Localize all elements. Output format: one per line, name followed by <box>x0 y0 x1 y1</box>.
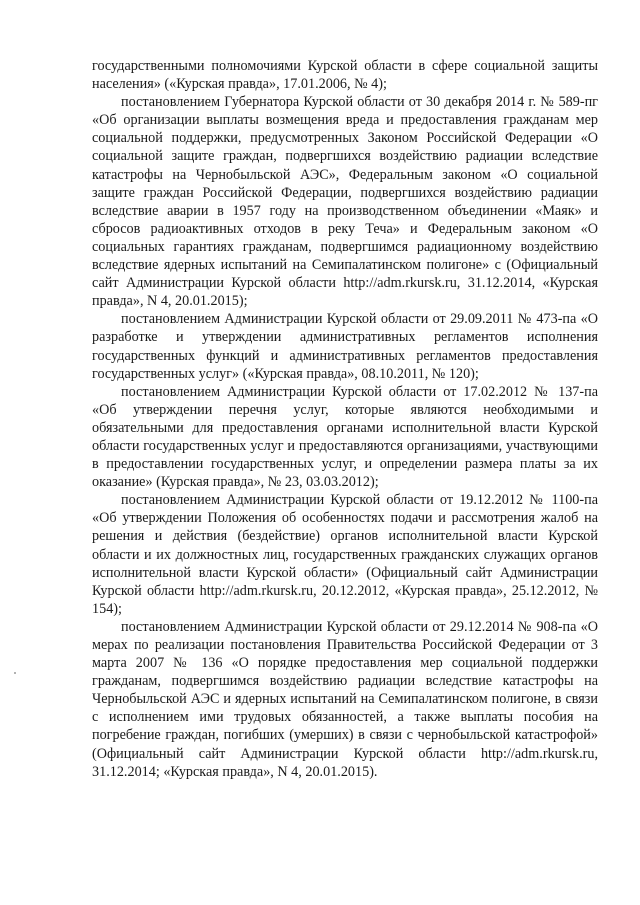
paragraph-continuation: государственными полномочиями Курской области в сфере социальной защиты населения» («Курская правда», 17.01.2006, № 4); <box>92 58 598 93</box>
scan-speck <box>14 672 16 674</box>
paragraph-decree-473: постановлением Администрации Курской области от 29.09.2011 № 473-па «О разработке и утверждении административных регламентов исполнения государственных функций и административных регламентов предоставления государственных услуг» («Курская правда», 08.10.2011, № 120); <box>92 311 598 382</box>
paragraph-decree-908: постановлением Администрации Курской области от 29.12.2014 № 908-па «О мерах по реализации постановления Правительства Российской Федерации от 3 марта 2007 № 136 «О порядке предоставления мер социальной поддержки гражданам, подвергшимся воздействию радиации вследствие катастрофы на Чернобыльской АЭС и ядерных испытаний на Семипалатинском полигоне, в связи с исполнением ими трудовых обязанностей, а также выплаты пособия на погребение граждан, погибших (умерших) в связи с чернобыльской катастрофой» (Официальный сайт Администрации Курской области http://adm.rkursk.ru, 31.12.2014; «Курская правда», N 4, 20.01.2015). <box>92 618 598 780</box>
paragraph-decree-1100: постановлением Администрации Курской области от 19.12.2012 № 1100-па «Об утверждении Положения об особенностях подачи и рассмотрения жалоб на решения и действия (бездействие) органов исполнительной власти Курской области и их должностных лиц, государственных гражданских служащих органов исполнительной власти Курской области» (Официальный сайт Администрации Курской области http://adm.rkursk.ru, 20.12.2012, «Курская правда», 25.12.2012, № 154); <box>92 492 598 617</box>
document-body <box>92 57 598 781</box>
paragraph-governor-decree-589: постановлением Губернатора Курской области от 30 декабря 2014 г. № 589-пг «Об организации выплаты возмещения вреда и предоставления гражданам мер социальной поддержки, предусмотренных Законом Российской Федерации «О социальной защите граждан, подвергшихся воздействию радиации вследствие катастрофы на Чернобыльской АЭС», Федеральным законом «О социальной защите граждан Российской Федерации, подвергшихся воздействию радиации вследствие аварии в 1957 году на производственном объединении «Маяк» и сбросов радиоактивных отходов в реку Теча» и Федеральным законом «О социальных гарантиях гражданам, подвергшимся радиационному воздействию вследствие ядерных испытаний на Семипалатинском полигоне» с (Официальный сайт Администрации Курской области http://adm.rkursk.ru, 31.12.2014, «Курская правда», N 4, 20.01.2015); <box>92 94 598 310</box>
paragraph-decree-137: постановлением Администрации Курской области от 17.02.2012 № 137-па «Об утверждении перечня услуг, которые являются необходимыми и обязательными для предоставления органами исполнительной власти Курской области государственных услуг и предоставляются организациями, участвующими в предоставлении государственных услуг, и определении размера платы за их оказание» (Курская правда», № 23, 03.03.2012); <box>92 383 598 491</box>
